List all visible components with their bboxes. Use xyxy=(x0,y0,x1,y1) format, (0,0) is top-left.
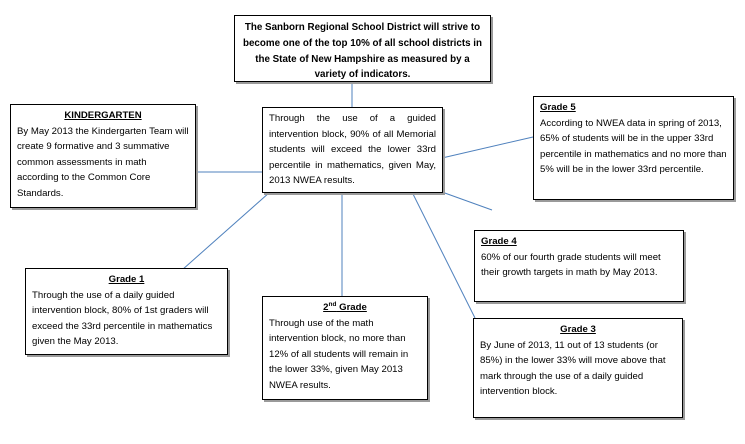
memorial-goal-text: Through the use of a guided intervention block, 90% of all Memorial students will exceed the lower 33rd percentile in mathematics, given May, 2013 NWEA results. xyxy=(269,113,436,187)
grade5-text: According to NWEA data in spring of 2013, 65% of students will be in the upper 33rd percentile in mathematics and no more than 5% will be in the lower 33rd percentile. xyxy=(540,117,727,176)
grade2-title: 2nd Grade xyxy=(323,300,367,313)
grade1-title: Grade 1 xyxy=(108,274,145,285)
grade1-text: Through the use of a daily guided intervention block, 80% of 1st graders will exceed the 33rd percentile in mathematics given the May 2013. xyxy=(32,289,213,348)
grade4-box xyxy=(474,230,684,302)
grade2-box xyxy=(262,296,428,400)
grade5-box xyxy=(533,96,734,200)
grade4-title: Grade 4 xyxy=(481,236,517,247)
connector-center-grade5 xyxy=(442,137,533,158)
grade3-title: Grade 3 xyxy=(560,324,596,335)
kindergarten-box xyxy=(10,104,196,208)
connector-center-grade4 xyxy=(442,192,492,210)
kindergarten-text: By May 2013 the Kindergarten Team will create 9 formative and 3 summative common assessments in math according to the Common Core Standards. xyxy=(17,125,189,199)
grade1-box xyxy=(25,268,228,355)
grade5-title: Grade 5 xyxy=(540,102,576,113)
kindergarten-title: KINDERGARTEN xyxy=(64,110,142,121)
grade3-text: By June of 2013, 11 out of 13 students (or 85%) in the lower 33% will move above that mark through the use of a daily guided intervention block. xyxy=(480,339,666,398)
grade2-text: Through use of the math intervention block, no more than 12% of all students will remain in the lower 33%, given May 2013 NWEA results. xyxy=(269,317,409,391)
grade3-box xyxy=(473,318,683,418)
grade4-text: 60% of our fourth grade students will meet their growth targets in math by May 2013. xyxy=(481,251,661,279)
district-goal-box xyxy=(234,15,491,82)
memorial-goal-box xyxy=(262,107,443,193)
district-goal-text: The Sanborn Regional School District will strive to become one of the top 10% of all school districts in the State of New Hampshire as measured by a variety of indicators. xyxy=(243,22,482,81)
